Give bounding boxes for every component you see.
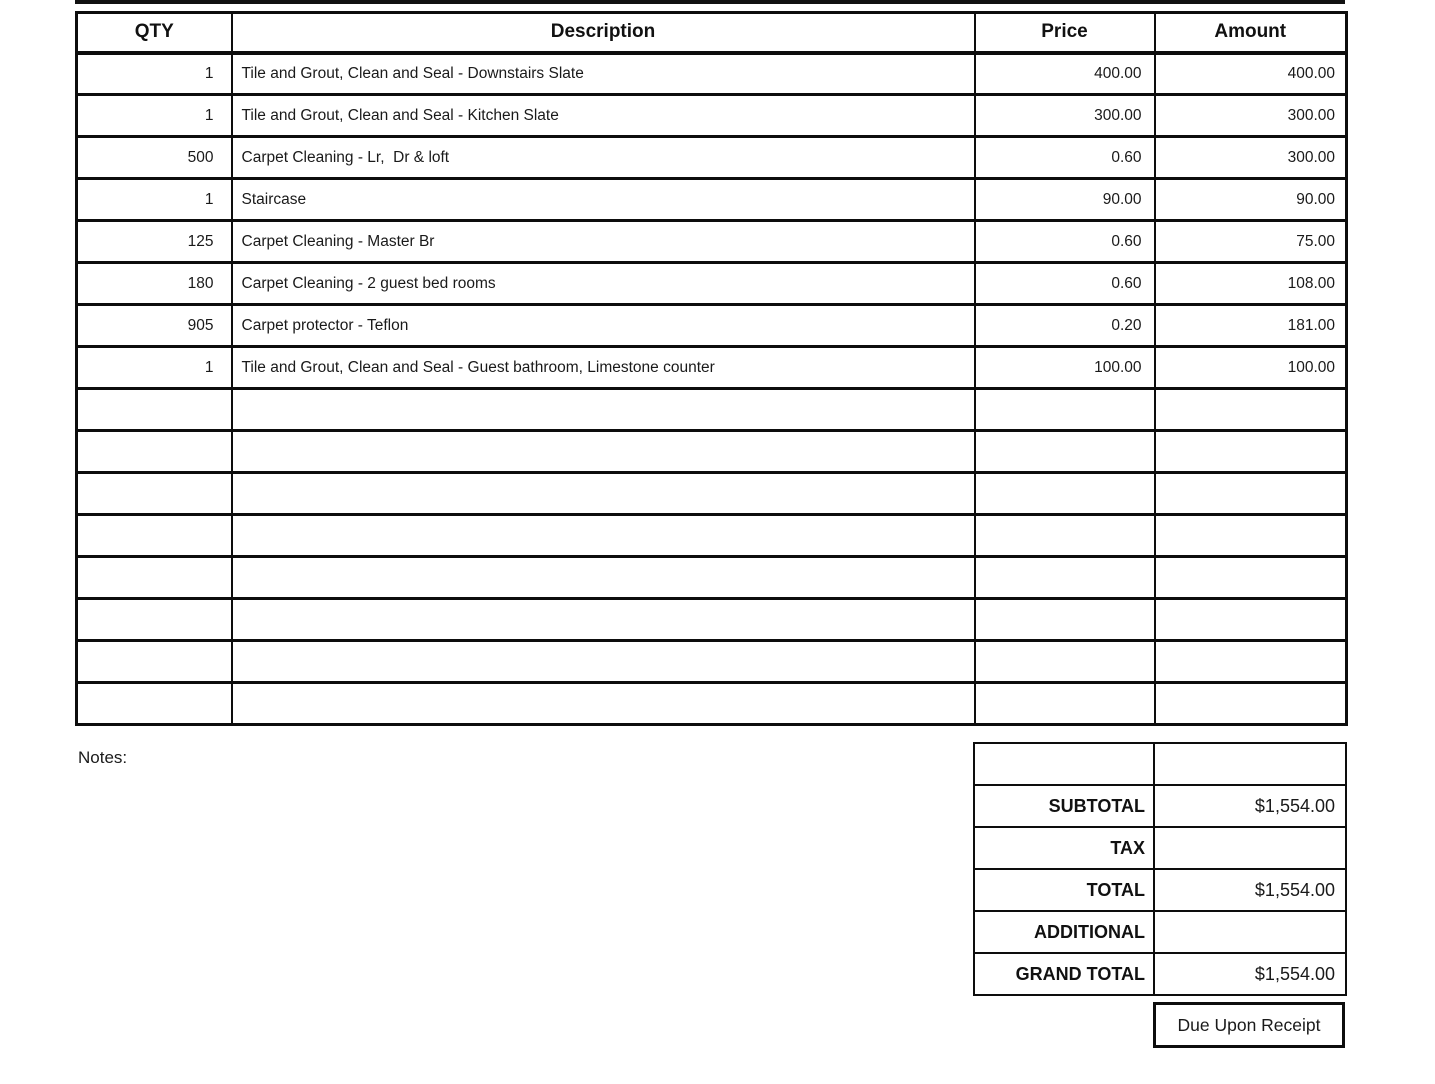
totals-label-cell: ADDITIONAL xyxy=(974,911,1154,953)
col-header-amount: Amount xyxy=(1155,13,1347,53)
line-item-row xyxy=(77,263,1347,305)
col-header-qty: QTY xyxy=(77,13,232,53)
col-header-description: Description xyxy=(232,13,975,53)
description-cell xyxy=(232,389,975,431)
qty-cell xyxy=(77,683,232,725)
description-cell: Carpet protector - Teflon xyxy=(232,305,975,347)
line-item-row xyxy=(77,137,1347,179)
amount-cell: 400.00 xyxy=(1155,53,1347,95)
description-cell: Tile and Grout, Clean and Seal - Guest bathroom, Limestone counter xyxy=(232,347,975,389)
totals-label-cell xyxy=(974,743,1154,785)
line-item-row xyxy=(77,347,1347,389)
qty-cell xyxy=(77,473,232,515)
qty-cell xyxy=(77,389,232,431)
price-cell xyxy=(975,389,1155,431)
totals-label-cell: SUBTOTAL xyxy=(974,785,1154,827)
price-cell xyxy=(975,683,1155,725)
qty-cell: 1 xyxy=(77,95,232,137)
amount-cell xyxy=(1155,641,1347,683)
qty-cell: 500 xyxy=(77,137,232,179)
amount-cell xyxy=(1155,473,1347,515)
empty-line-item-row xyxy=(77,431,1347,473)
price-cell: 0.60 xyxy=(975,137,1155,179)
totals-table xyxy=(973,742,1347,996)
description-cell xyxy=(232,683,975,725)
price-cell: 0.60 xyxy=(975,263,1155,305)
line-item-row xyxy=(77,95,1347,137)
notes-label: Notes: xyxy=(78,748,128,767)
qty-cell xyxy=(77,431,232,473)
amount-cell xyxy=(1155,431,1347,473)
price-cell: 0.60 xyxy=(975,221,1155,263)
description-cell xyxy=(232,641,975,683)
empty-line-item-row xyxy=(77,683,1347,725)
price-cell xyxy=(975,473,1155,515)
col-header-price: Price xyxy=(975,13,1155,53)
empty-line-item-row xyxy=(77,389,1347,431)
amount-cell: 100.00 xyxy=(1155,347,1347,389)
qty-cell: 1 xyxy=(77,347,232,389)
totals-label-cell: TOTAL xyxy=(974,869,1154,911)
price-cell: 0.20 xyxy=(975,305,1155,347)
description-cell xyxy=(232,557,975,599)
totals-row xyxy=(974,911,1346,953)
amount-cell: 300.00 xyxy=(1155,95,1347,137)
description-cell xyxy=(232,473,975,515)
payment-terms-note: Due Upon Receipt xyxy=(1153,1002,1345,1048)
totals-value-cell xyxy=(1154,911,1346,953)
qty-cell: 905 xyxy=(77,305,232,347)
price-cell xyxy=(975,641,1155,683)
line-item-row xyxy=(77,53,1347,95)
totals-value-cell xyxy=(1154,743,1346,785)
price-cell xyxy=(975,431,1155,473)
amount-cell: 300.00 xyxy=(1155,137,1347,179)
price-cell xyxy=(975,557,1155,599)
price-cell: 100.00 xyxy=(975,347,1155,389)
qty-cell xyxy=(77,515,232,557)
totals-row xyxy=(974,785,1346,827)
amount-cell: 108.00 xyxy=(1155,263,1347,305)
amount-cell xyxy=(1155,599,1347,641)
qty-cell xyxy=(77,641,232,683)
totals-value-cell: $1,554.00 xyxy=(1154,869,1346,911)
description-cell xyxy=(232,431,975,473)
empty-line-item-row xyxy=(77,515,1347,557)
totals-label-cell: GRAND TOTAL xyxy=(974,953,1154,995)
totals-row xyxy=(974,827,1346,869)
amount-cell xyxy=(1155,683,1347,725)
amount-cell xyxy=(1155,515,1347,557)
qty-cell: 1 xyxy=(77,53,232,95)
price-cell xyxy=(975,599,1155,641)
totals-row xyxy=(974,869,1346,911)
qty-cell: 180 xyxy=(77,263,232,305)
totals-label-cell: TAX xyxy=(974,827,1154,869)
empty-line-item-row xyxy=(77,641,1347,683)
price-cell: 90.00 xyxy=(975,179,1155,221)
totals-value-cell xyxy=(1154,827,1346,869)
description-cell: Carpet Cleaning - Master Br xyxy=(232,221,975,263)
description-cell xyxy=(232,515,975,557)
price-cell: 400.00 xyxy=(975,53,1155,95)
price-cell: 300.00 xyxy=(975,95,1155,137)
description-cell: Carpet Cleaning - 2 guest bed rooms xyxy=(232,263,975,305)
totals-row xyxy=(974,953,1346,995)
qty-cell xyxy=(77,557,232,599)
description-cell xyxy=(232,599,975,641)
amount-cell xyxy=(1155,389,1347,431)
line-item-row xyxy=(77,179,1347,221)
description-cell: Carpet Cleaning - Lr, Dr & loft xyxy=(232,137,975,179)
description-cell: Tile and Grout, Clean and Seal - Kitchen Slate xyxy=(232,95,975,137)
table-header-row xyxy=(77,13,1347,53)
price-cell xyxy=(975,515,1155,557)
totals-row xyxy=(974,743,1346,785)
amount-cell xyxy=(1155,557,1347,599)
description-cell: Tile and Grout, Clean and Seal - Downstairs Slate xyxy=(232,53,975,95)
qty-cell: 1 xyxy=(77,179,232,221)
invoice-line-items-table xyxy=(75,11,1348,726)
amount-cell: 90.00 xyxy=(1155,179,1347,221)
line-item-row xyxy=(77,221,1347,263)
qty-cell: 125 xyxy=(77,221,232,263)
amount-cell: 75.00 xyxy=(1155,221,1347,263)
empty-line-item-row xyxy=(77,473,1347,515)
amount-cell: 181.00 xyxy=(1155,305,1347,347)
qty-cell xyxy=(77,599,232,641)
totals-value-cell: $1,554.00 xyxy=(1154,953,1346,995)
empty-line-item-row xyxy=(77,599,1347,641)
empty-line-item-row xyxy=(77,557,1347,599)
top-rule-divider xyxy=(75,0,1345,4)
description-cell: Staircase xyxy=(232,179,975,221)
totals-value-cell: $1,554.00 xyxy=(1154,785,1346,827)
line-item-row xyxy=(77,305,1347,347)
